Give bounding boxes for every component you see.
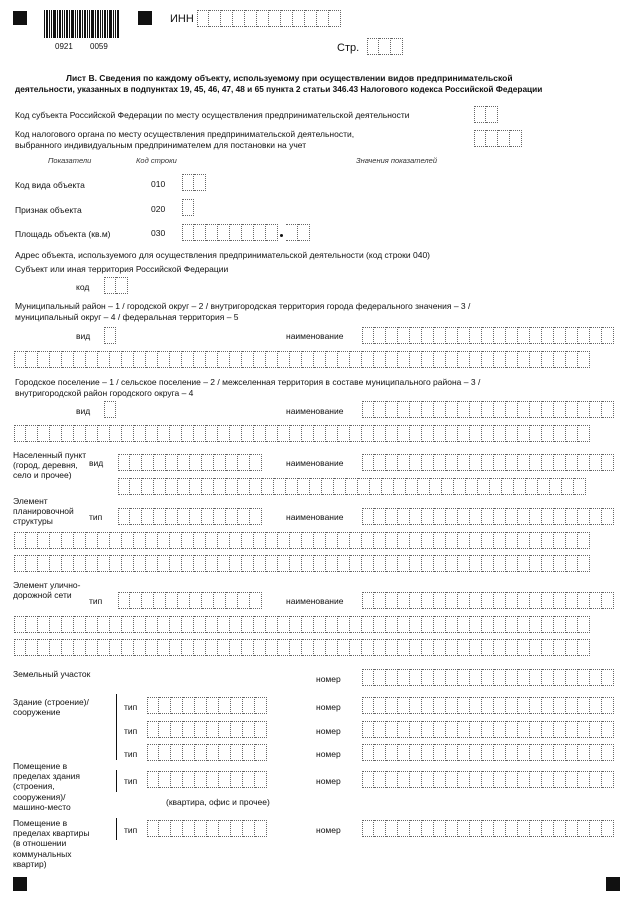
settlement-kind-field[interactable]: [104, 401, 116, 418]
object-sign-label: Признак объекта: [15, 205, 82, 215]
object-kind-code: 010: [151, 179, 166, 189]
municipal-district-label-1: Муниципальный район – 1 / городской округ – 2 / внутригородская территория города федерального значения – 3 /: [15, 301, 471, 311]
building-number-field-2[interactable]: [362, 721, 614, 738]
planning-name-field-line-3[interactable]: [14, 555, 590, 572]
street-element-label: Элемент улично-дорожной сети: [13, 580, 81, 601]
tax-authority-label-1: Код налогового органа по месту осуществления предпринимательской деятельности,: [15, 129, 355, 139]
planning-type-field[interactable]: [118, 508, 262, 525]
area-field[interactable]: [182, 224, 310, 241]
building-type-field-2[interactable]: [147, 721, 267, 738]
col-line-code: Код строки: [136, 156, 177, 165]
room-type-field[interactable]: [147, 820, 267, 837]
locality-name-label: наименование: [286, 458, 344, 468]
room-number-field[interactable]: [362, 820, 614, 837]
room-label: Помещение в пределах квартиры (в отношении коммунальных квартир): [13, 818, 90, 869]
building-type-label-2: тип: [124, 726, 138, 736]
col-values: Значения показателей: [356, 156, 438, 165]
building-type-label-3: тип: [124, 749, 138, 759]
room-bracket: [116, 818, 117, 840]
page-number-field[interactable]: [367, 38, 403, 55]
address-subject-code-field[interactable]: [104, 277, 128, 294]
object-sign-code: 020: [151, 204, 166, 214]
locality-kind-label: вид: [89, 458, 104, 468]
corner-marker-bottom-right: [606, 877, 620, 891]
land-number-field[interactable]: [362, 669, 614, 686]
barcode-number-left: 0921: [55, 42, 73, 51]
planning-name-field[interactable]: [362, 508, 614, 525]
planning-structure-label: Элемент планировочной структуры: [13, 496, 74, 527]
subject-code-field[interactable]: [474, 106, 498, 123]
municipal-district-label-2: муниципальный округ – 4 / федеральная территория – 5: [15, 312, 239, 322]
tax-authority-label-2: выбранного индивидуальным предпринимателем для постановки на учет: [15, 140, 307, 150]
land-number-label: номер: [316, 674, 341, 684]
subject-territory-label: Субъект или иная территория Российской Федерации: [15, 264, 229, 274]
premises-bracket: [116, 770, 117, 792]
premises-number-label: номер: [316, 776, 341, 786]
planning-name-field-line-2[interactable]: [14, 532, 590, 549]
street-name-field[interactable]: [362, 592, 614, 609]
street-name-field-line-2[interactable]: [14, 616, 590, 633]
sheet-title-line-1: Лист В. Сведения по каждому объекту, используемому при осуществлении видов предпринимательской: [66, 73, 513, 83]
col-indicators: Показатели: [48, 156, 92, 165]
building-number-field-1[interactable]: [362, 697, 614, 714]
street-name-field-line-3[interactable]: [14, 639, 590, 656]
building-bracket: [116, 694, 117, 760]
settlement-label-1: Городское поселение – 1 / сельское поселение – 2 / межселенная территория в составе муниципального района – 3 /: [15, 377, 481, 387]
object-sign-field[interactable]: [182, 199, 194, 216]
settlement-name-field-line-2[interactable]: [14, 425, 590, 442]
subject-code-label: Код субъекта Российской Федерации по месту осуществления предпринимательской деятельности: [15, 110, 410, 120]
settlement-name-label: наименование: [286, 406, 344, 416]
municipal-kind-field[interactable]: [104, 327, 116, 344]
corner-marker-bottom-left: [13, 877, 27, 891]
building-number-label-3: номер: [316, 749, 341, 759]
building-type-field-1[interactable]: [147, 697, 267, 714]
object-kind-field[interactable]: [182, 174, 206, 191]
area-label: Площадь объекта (кв.м): [15, 229, 111, 239]
municipal-kind-label: вид: [76, 331, 91, 341]
street-type-field[interactable]: [118, 592, 262, 609]
building-type-label-1: тип: [124, 702, 138, 712]
settlement-label-2: внутригородской район городского округа – 4: [15, 388, 194, 398]
building-label: Здание (строение)/ сооружение: [13, 697, 89, 718]
area-code: 030: [151, 228, 166, 238]
subject-code-sublabel: код: [76, 282, 90, 292]
sheet-title-line-2: деятельности, указанных в подпунктах 19, 45, 46, 47, 48 и 65 пункта 2 статьи 346.43 Налогового кодекса Российской Федерации: [15, 84, 543, 94]
premises-type-field[interactable]: [147, 771, 267, 788]
premises-type-label: тип: [124, 776, 138, 786]
tax-authority-field[interactable]: [474, 130, 522, 147]
settlement-kind-label: вид: [76, 406, 91, 416]
corner-marker-top-left: [13, 11, 27, 25]
locality-kind-field[interactable]: [118, 454, 262, 471]
barcode: [44, 10, 120, 38]
municipal-name-field-line-2[interactable]: [14, 351, 590, 368]
building-type-field-3[interactable]: [147, 744, 267, 761]
planning-type-label: тип: [89, 512, 103, 522]
building-number-field-3[interactable]: [362, 744, 614, 761]
room-type-label: тип: [124, 825, 138, 835]
inn-label: ИНН: [170, 13, 194, 25]
locality-label: Населенный пункт (город, деревня, село и прочее): [13, 450, 87, 481]
corner-marker-top-mid: [138, 11, 152, 25]
room-number-label: номер: [316, 825, 341, 835]
locality-name-field[interactable]: [362, 454, 614, 471]
page-label: Стр.: [337, 42, 360, 54]
municipal-name-label: наименование: [286, 331, 344, 341]
inn-field[interactable]: [197, 10, 341, 27]
settlement-name-field[interactable]: [362, 401, 614, 418]
barcode-number-right: 0059: [90, 42, 108, 51]
building-number-label-1: номер: [316, 702, 341, 712]
premises-number-field[interactable]: [362, 771, 614, 788]
street-type-label: тип: [89, 596, 103, 606]
object-kind-label: Код вида объекта: [15, 180, 85, 190]
premises-label: Помещение в пределах здания (строения, сооружения)/ машино-место: [13, 761, 81, 812]
municipal-name-field[interactable]: [362, 327, 614, 344]
address-heading: Адрес объекта, используемого для осуществления предпринимательской деятельности (код строки 040): [15, 250, 430, 260]
locality-name-field-line-2[interactable]: [118, 478, 586, 495]
street-name-label: наименование: [286, 596, 344, 606]
planning-name-label: наименование: [286, 512, 344, 522]
premises-hint: (квартира, офис и прочее): [166, 797, 270, 807]
building-number-label-2: номер: [316, 726, 341, 736]
land-plot-label: Земельный участок: [13, 669, 91, 679]
